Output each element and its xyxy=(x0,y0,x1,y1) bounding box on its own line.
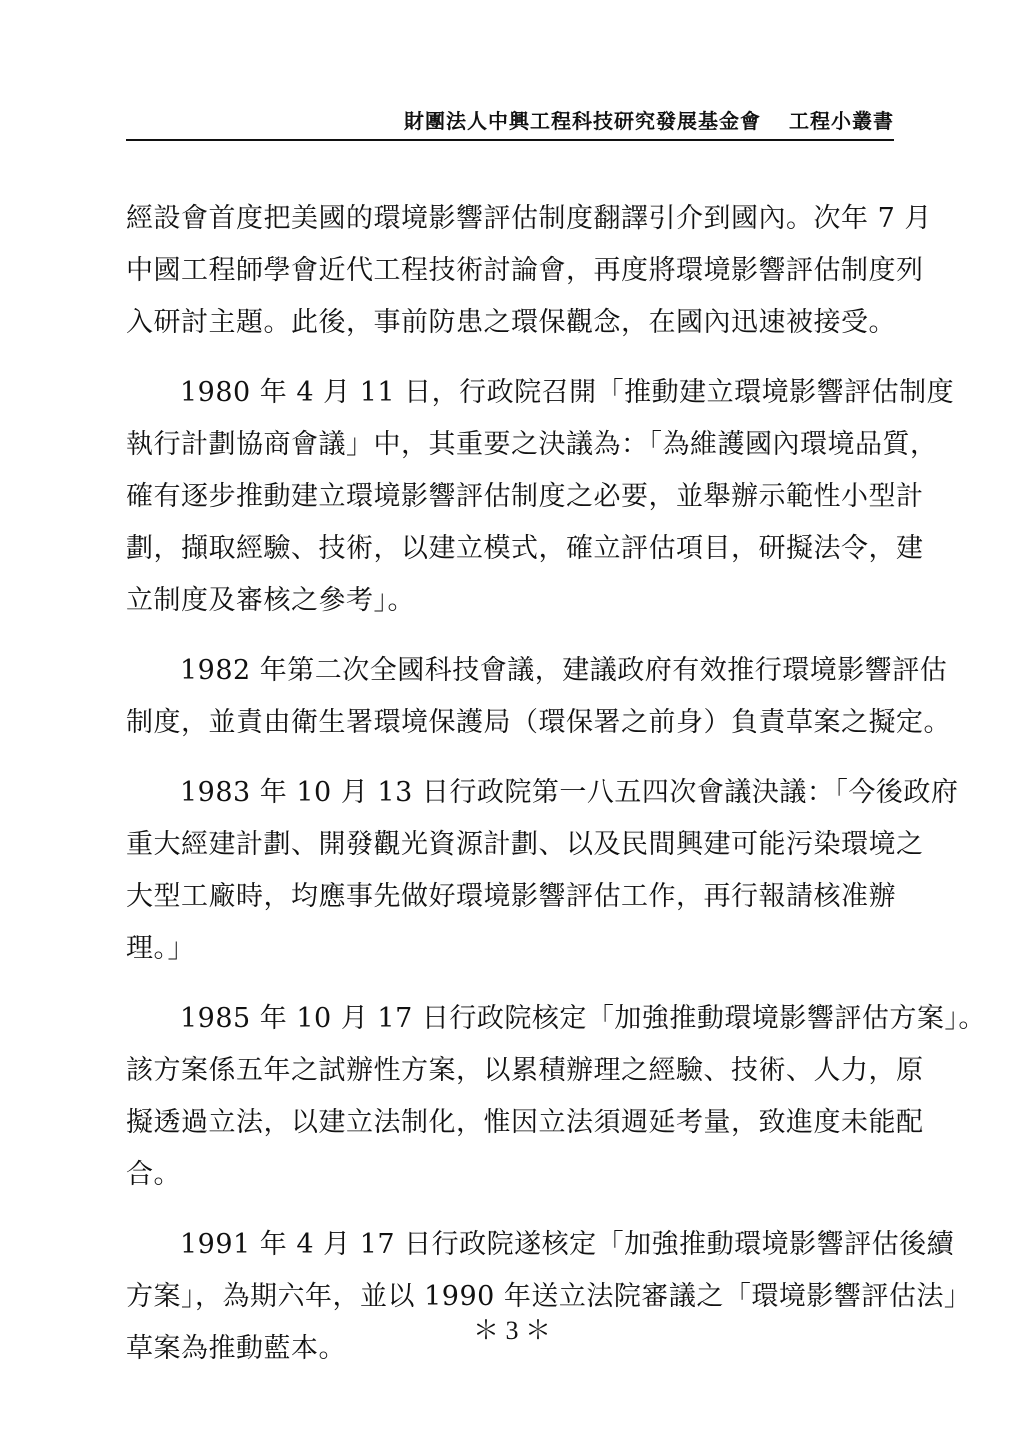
text-line: 1983 年 10 月 13 日行政院第一八五四次會議決議：「今後政府 xyxy=(180,777,959,808)
paragraph xyxy=(126,367,955,627)
page-number: ＊ 3 ＊ xyxy=(472,1316,551,1345)
running-header xyxy=(126,106,894,136)
text-line: 擬透過立法，以建立法制化，惟因立法須週延考量，致進度未能配 xyxy=(126,1107,924,1138)
text-line: 中國工程師學會近代工程技術討論會，再度將環境影響評估制度列 xyxy=(126,255,924,286)
text-line: 合。 xyxy=(126,1159,181,1190)
text-line: 大型工廠時，均應事先做好環境影響評估工作，再行報請核准辦 xyxy=(126,881,896,912)
text-line: 1985 年 10 月 17 日行政院核定「加強推動環境影響評估方案」。 xyxy=(180,1003,986,1034)
text-line: 執行計劃協商會議」中，其重要之決議為：「為維護國內環境品質， xyxy=(126,429,938,460)
paragraph xyxy=(126,1219,972,1375)
text-line: 1980 年 4 月 11 日，行政院召開「推動建立環境影響評估制度 xyxy=(180,377,955,408)
paragraph xyxy=(126,645,951,749)
text-line: 劃，擷取經驗、技術，以建立模式，確立評估項目，研擬法令，建 xyxy=(126,533,924,564)
paragraph xyxy=(126,993,986,1201)
text-line: 草案為推動藍本。 xyxy=(126,1333,346,1364)
header-series-title: 工程小叢書 xyxy=(789,109,894,133)
paragraph xyxy=(126,193,932,349)
text-line: 立制度及審核之參考」。 xyxy=(126,585,415,616)
text-line: 經設會首度把美國的環境影響評估制度翻譯引介到國內。次年 7 月 xyxy=(126,203,932,234)
header-rule xyxy=(126,139,894,141)
text-line: 方案」，為期六年，並以 1990 年送立法院審議之「環境影響評估法」 xyxy=(126,1281,972,1312)
text-line: 重大經建計劃、開發觀光資源計劃、以及民間興建可能污染環境之 xyxy=(126,829,924,860)
header-organization: 財團法人中興工程科技研究發展基金會 xyxy=(404,109,761,133)
text-line: 制度，並責由衛生署環境保護局（環保署之前身）負責草案之擬定。 xyxy=(126,707,951,738)
text-line: 確有逐步推動建立環境影響評估制度之必要，並舉辦示範性小型計 xyxy=(126,481,924,512)
text-line: 1982 年第二次全國科技會議，建議政府有效推行環境影響評估 xyxy=(180,655,948,686)
paragraph xyxy=(126,767,959,975)
body-text xyxy=(126,193,986,1375)
text-line: 該方案係五年之試辦性方案，以累積辦理之經驗、技術、人力，原 xyxy=(126,1055,924,1086)
text-line: 1991 年 4 月 17 日行政院遂核定「加強推動環境影響評估後續 xyxy=(180,1229,955,1260)
text-line: 理。」 xyxy=(126,933,195,964)
text-line: 入研討主題。此後，事前防患之環保觀念，在國內迅速被接受。 xyxy=(126,307,896,338)
